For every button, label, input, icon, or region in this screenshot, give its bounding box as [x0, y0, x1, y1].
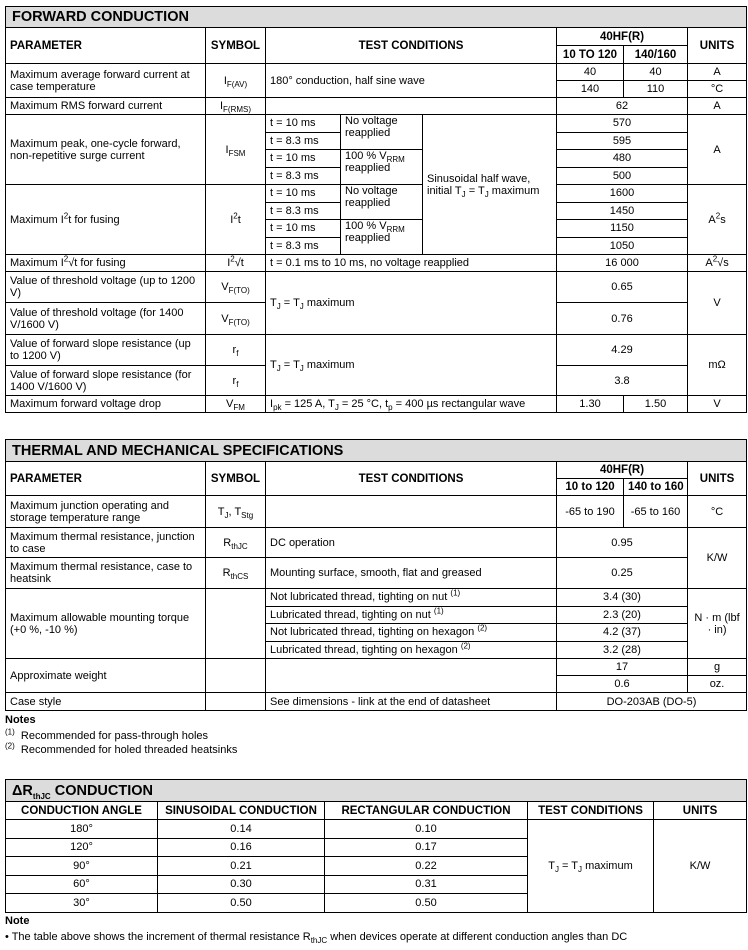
param: Approximate weight: [6, 659, 206, 693]
value: 1050: [557, 237, 688, 255]
symbol: [206, 366, 266, 396]
unit: N · m (lbf · in): [688, 589, 747, 659]
param: [6, 255, 206, 272]
text-segment: maximum: [303, 359, 355, 371]
text-segment: RRM: [386, 225, 405, 235]
table-row: [6, 693, 747, 711]
text-segment: Lubricated thread, tighting on hexagon: [270, 643, 461, 656]
table-row: [6, 115, 747, 133]
table-row: [6, 820, 747, 839]
value: 570: [557, 115, 688, 133]
symbol: [206, 303, 266, 335]
symbol: [206, 272, 266, 303]
param: Value of forward slope resistance (for 1400 V/1600 V): [6, 366, 206, 396]
text-segment: = 125 A, T: [281, 398, 335, 410]
text-segment: thCS: [230, 572, 249, 582]
thermal-mechanical-table: [5, 439, 747, 711]
text-segment: FSM: [228, 148, 246, 158]
param: Maximum junction operating and storage temperature range: [6, 496, 206, 528]
time: t = 8.3 ms: [266, 132, 341, 150]
text-segment: I: [223, 74, 227, 87]
time: t = 8.3 ms: [266, 167, 341, 185]
col-sinusoidal: SINUSOIDAL CONDUCTION: [158, 802, 325, 820]
text-segment: J: [299, 302, 304, 312]
text-segment: = T: [558, 859, 579, 872]
col-units: UNITS: [654, 802, 747, 820]
notes-title: Notes: [5, 714, 36, 726]
text-segment: R: [222, 567, 231, 579]
value: 40: [557, 64, 624, 81]
text-segment: T: [270, 297, 277, 309]
section-title: FORWARD CONDUCTION: [6, 7, 747, 28]
angle: 120°: [6, 838, 158, 857]
unit: K/W: [654, 820, 747, 913]
value: 62: [557, 98, 688, 115]
text-segment: Stg: [241, 510, 254, 520]
symbol: [206, 558, 266, 589]
text-segment: I: [227, 257, 231, 269]
param: Maximum allowable mounting torque (+0 %, -10 %): [6, 589, 206, 659]
param: Value of threshold voltage (up to 1200 V): [6, 272, 206, 303]
value: 3.8: [557, 366, 688, 396]
text-segment: F(TO): [228, 317, 250, 327]
col-v2: 140 to 160: [624, 479, 688, 496]
sinusoidal-value: 0.50: [158, 894, 325, 913]
text-segment: maximum: [488, 184, 540, 197]
param: Case style: [6, 693, 206, 711]
table-row: [6, 335, 747, 366]
section-title: THERMAL AND MECHANICAL SPECIFICATIONS: [6, 440, 747, 462]
value: 16 000: [557, 255, 688, 272]
text-segment: (1): [450, 588, 461, 598]
text-segment: A: [705, 257, 713, 269]
text-segment: A: [708, 213, 716, 226]
rectangular-value: 0.22: [325, 857, 528, 876]
value: 1450: [557, 202, 688, 220]
col-test-conditions: TEST CONDITIONS: [266, 28, 557, 64]
text-segment: s: [720, 213, 726, 226]
symbol: [206, 64, 266, 98]
unit: °C: [688, 496, 747, 528]
text-segment: f: [236, 379, 239, 389]
value: 3.2 (28): [557, 641, 688, 659]
symbol: [206, 396, 266, 413]
value: 140: [557, 81, 624, 98]
text-segment: thJC: [231, 541, 248, 551]
table-row: [6, 558, 747, 589]
text-segment: Not lubricated thread, tighting on nut: [270, 591, 451, 604]
text-segment: V: [226, 398, 234, 410]
voltage-condition: [341, 150, 423, 185]
col-v2: 140/160: [624, 46, 688, 64]
text-segment: t for fusing: [68, 213, 120, 226]
text-segment: J: [461, 189, 466, 199]
value: 1.50: [624, 396, 688, 413]
text-segment: J: [276, 364, 281, 374]
text-segment: r: [232, 344, 237, 356]
unit: V: [688, 396, 747, 413]
text-segment: Sinusoidal half wave, initial T: [427, 172, 531, 197]
section-title: [6, 780, 747, 802]
symbol: [206, 185, 266, 255]
table-row: [6, 496, 747, 528]
table-row: [6, 98, 747, 115]
symbol: [206, 98, 266, 115]
value: 500: [557, 167, 688, 185]
text-segment: 100 % V: [345, 220, 387, 232]
text-segment: maximum: [303, 297, 355, 309]
note-text: [5, 929, 627, 945]
angle: 30°: [6, 894, 158, 913]
symbol: [206, 496, 266, 528]
text-segment: = T: [465, 184, 485, 197]
text-segment: , T: [228, 505, 242, 518]
text-segment: 2: [63, 254, 69, 264]
text-segment: I: [225, 143, 229, 156]
value: 1600: [557, 185, 688, 203]
param: Maximum thermal resistance, junction to case: [6, 528, 206, 558]
unit: K/W: [688, 528, 747, 589]
col-units: UNITS: [688, 28, 747, 64]
text-segment: Lubricated thread, tighting on nut: [270, 608, 434, 621]
table-row: [6, 659, 747, 676]
sinusoidal-value: 0.14: [158, 820, 325, 839]
unit: A: [688, 115, 747, 185]
text-segment: = T: [280, 359, 300, 371]
symbol: [206, 255, 266, 272]
param: Maximum RMS forward current: [6, 98, 206, 115]
text-segment: 2: [712, 254, 718, 264]
text-segment: J: [276, 302, 281, 312]
value: DO-203AB (DO-5): [557, 693, 747, 711]
table-row: [6, 396, 747, 413]
text-segment: 2: [63, 210, 69, 220]
value: -65 to 160: [624, 496, 688, 528]
test-condition: t = 0.1 ms to 10 ms, no voltage reapplied: [266, 255, 557, 272]
table-row: [6, 64, 747, 81]
note-text: Recommended for pass-through holes: [20, 730, 209, 742]
text-segment: T: [548, 859, 555, 872]
param: Maximum average forward current at case temperature: [6, 64, 206, 98]
text-segment: I: [219, 100, 224, 112]
unit: g: [688, 659, 747, 676]
symbol: [206, 528, 266, 558]
text-segment: √s: [717, 257, 729, 269]
text-segment: p: [388, 403, 393, 413]
note-marker: (1): [5, 727, 15, 737]
text-segment: Not lubricated thread, tighting on hexagon: [270, 626, 478, 639]
value: 3.4 (30): [557, 589, 688, 607]
text-segment: t: [237, 213, 241, 226]
value: 1150: [557, 220, 688, 238]
test-condition: [266, 606, 557, 624]
col-units: UNITS: [688, 462, 747, 496]
note: [5, 913, 627, 945]
col-parameter: PARAMETER: [6, 462, 206, 496]
test-condition: [266, 589, 557, 607]
table-row: [6, 272, 747, 303]
text-segment: √t for fusing: [68, 257, 126, 269]
col-v1: 10 TO 120: [557, 46, 624, 64]
param: Value of threshold voltage (for 1400 V/1600 V): [6, 303, 206, 335]
symbol: [206, 335, 266, 366]
time: t = 10 ms: [266, 220, 341, 238]
time: t = 10 ms: [266, 150, 341, 168]
time: t = 10 ms: [266, 185, 341, 203]
value: 4.29: [557, 335, 688, 366]
text-segment: (2): [477, 623, 488, 633]
unit: °C: [688, 81, 747, 98]
test-condition: [266, 98, 557, 115]
text-segment: 2: [715, 210, 721, 220]
col-symbol: SYMBOL: [206, 462, 266, 496]
param: Maximum peak, one-cycle forward, non-repetitive surge current: [6, 115, 206, 185]
text-segment: F(RMS): [223, 105, 252, 115]
sinusoidal-value: 0.30: [158, 875, 325, 894]
table-row: [6, 255, 747, 272]
table-row: [6, 185, 747, 203]
value: 2.3 (20): [557, 606, 688, 624]
angle: 60°: [6, 875, 158, 894]
text-segment: reapplied: [345, 162, 391, 174]
param: Value of forward slope resistance (up to 1200 V): [6, 335, 206, 366]
text-segment: = 25 °C, t: [338, 398, 389, 410]
unit: [688, 185, 747, 255]
value: 0.6: [557, 676, 688, 693]
text-segment: T: [217, 505, 225, 518]
time: t = 10 ms: [266, 115, 341, 133]
text-segment: I: [230, 213, 234, 226]
text-segment: • The table above shows the increment of thermal resistance R: [5, 931, 311, 943]
text-segment: (1): [433, 606, 444, 616]
rectangular-value: 0.17: [325, 838, 528, 857]
test-condition: [266, 659, 557, 693]
text-segment: J: [334, 403, 339, 413]
test-condition: DC operation: [266, 528, 557, 558]
text-segment: J: [299, 364, 304, 374]
text-segment: 2: [233, 210, 238, 220]
text-segment: F(TO): [228, 286, 250, 296]
test-condition: 180° conduction, half sine wave: [266, 64, 557, 98]
value: 1.30: [557, 396, 624, 413]
voltage-condition: No voltage reapplied: [341, 185, 423, 220]
waveform-condition: [423, 115, 557, 255]
param: [6, 185, 206, 255]
col-rectangular: RECTANGULAR CONDUCTION: [325, 802, 528, 820]
text-segment: V: [221, 312, 229, 325]
test-condition: [266, 335, 557, 396]
test-condition: [266, 396, 557, 413]
col-v1: 10 to 120: [557, 479, 624, 496]
text-segment: (2): [460, 641, 471, 651]
col-symbol: SYMBOL: [206, 28, 266, 64]
symbol: [206, 115, 266, 185]
unit: A: [688, 98, 747, 115]
text-segment: Maximum I: [10, 257, 64, 269]
delta-rthjc-table: [5, 779, 747, 913]
unit: A: [688, 64, 747, 81]
note-title: Note: [5, 915, 30, 927]
time: t = 8.3 ms: [266, 202, 341, 220]
test-condition: [266, 272, 557, 335]
text-segment: F(AV): [226, 79, 248, 89]
sinusoidal-value: 0.16: [158, 838, 325, 857]
symbol: [206, 693, 266, 711]
col-model: 40HF(R): [557, 462, 688, 479]
text-segment: r: [232, 374, 237, 387]
text-segment: reapplied: [345, 232, 391, 244]
text-segment: V: [221, 281, 229, 293]
test-condition: [266, 496, 557, 528]
test-condition: [266, 624, 557, 642]
voltage-condition: No voltage reapplied: [341, 115, 423, 150]
rectangular-value: 0.31: [325, 875, 528, 894]
text-segment: J: [484, 189, 489, 199]
table-row: [6, 528, 747, 558]
text-segment: = 400 µs rectangular wave: [392, 398, 526, 410]
value: 480: [557, 150, 688, 168]
text-segment: f: [236, 349, 239, 359]
value: 4.2 (37): [557, 624, 688, 642]
text-segment: √t: [234, 257, 244, 269]
text-segment: FM: [233, 403, 245, 413]
angle: 180°: [6, 820, 158, 839]
angle: 90°: [6, 857, 158, 876]
text-segment: = T: [280, 297, 300, 309]
text-segment: J: [578, 864, 583, 874]
value: 110: [624, 81, 688, 98]
text-segment: CONDUCTION: [50, 782, 153, 799]
text-segment: Maximum I: [10, 213, 64, 226]
text-segment: pk: [273, 403, 282, 413]
note-text: Recommended for holed threaded heatsinks: [20, 744, 238, 756]
text-segment: when devices operate at different conduction angles than DC: [327, 931, 628, 943]
text-segment: J: [224, 510, 229, 520]
symbol: [206, 589, 266, 659]
param: Maximum thermal resistance, case to heatsink: [6, 558, 206, 589]
value: 17: [557, 659, 688, 676]
table-row: [6, 589, 747, 607]
text-segment: thJC: [310, 936, 328, 946]
col-parameter: PARAMETER: [6, 28, 206, 64]
text-segment: T: [270, 359, 277, 371]
value: 40: [624, 64, 688, 81]
col-model: 40HF(R): [557, 28, 688, 46]
notes: [5, 712, 237, 758]
test-condition: See dimensions - link at the end of datasheet: [266, 693, 557, 711]
value: 595: [557, 132, 688, 150]
voltage-condition: [341, 220, 423, 255]
param: Maximum forward voltage drop: [6, 396, 206, 413]
test-condition: [528, 820, 654, 913]
note-marker: (2): [5, 741, 15, 751]
unit: [688, 255, 747, 272]
text-segment: RRM: [386, 155, 405, 165]
rectangular-value: 0.50: [325, 894, 528, 913]
test-condition: [266, 641, 557, 659]
text-segment: maximum: [582, 859, 633, 872]
text-segment: I: [270, 398, 274, 410]
unit: oz.: [688, 676, 747, 693]
forward-conduction-table: [5, 6, 747, 413]
text-segment: R: [223, 536, 232, 549]
rectangular-value: 0.10: [325, 820, 528, 839]
col-conduction-angle: CONDUCTION ANGLE: [6, 802, 158, 820]
text-segment: thJC: [32, 791, 51, 801]
text-segment: 2: [230, 254, 235, 264]
text-segment: 100 % V: [345, 150, 387, 162]
value: 0.65: [557, 272, 688, 303]
col-test-conditions: TEST CONDITIONS: [528, 802, 654, 820]
text-segment: ΔR: [12, 782, 33, 799]
text-segment: J: [554, 864, 559, 874]
value: 0.95: [557, 528, 688, 558]
time: t = 8.3 ms: [266, 237, 341, 255]
col-test-conditions: TEST CONDITIONS: [266, 462, 557, 496]
value: 0.76: [557, 303, 688, 335]
value: -65 to 190: [557, 496, 624, 528]
symbol: [206, 659, 266, 693]
unit: V: [688, 272, 747, 335]
sinusoidal-value: 0.21: [158, 857, 325, 876]
unit: mΩ: [688, 335, 747, 396]
value: 0.25: [557, 558, 688, 589]
test-condition: Mounting surface, smooth, flat and greased: [266, 558, 557, 589]
